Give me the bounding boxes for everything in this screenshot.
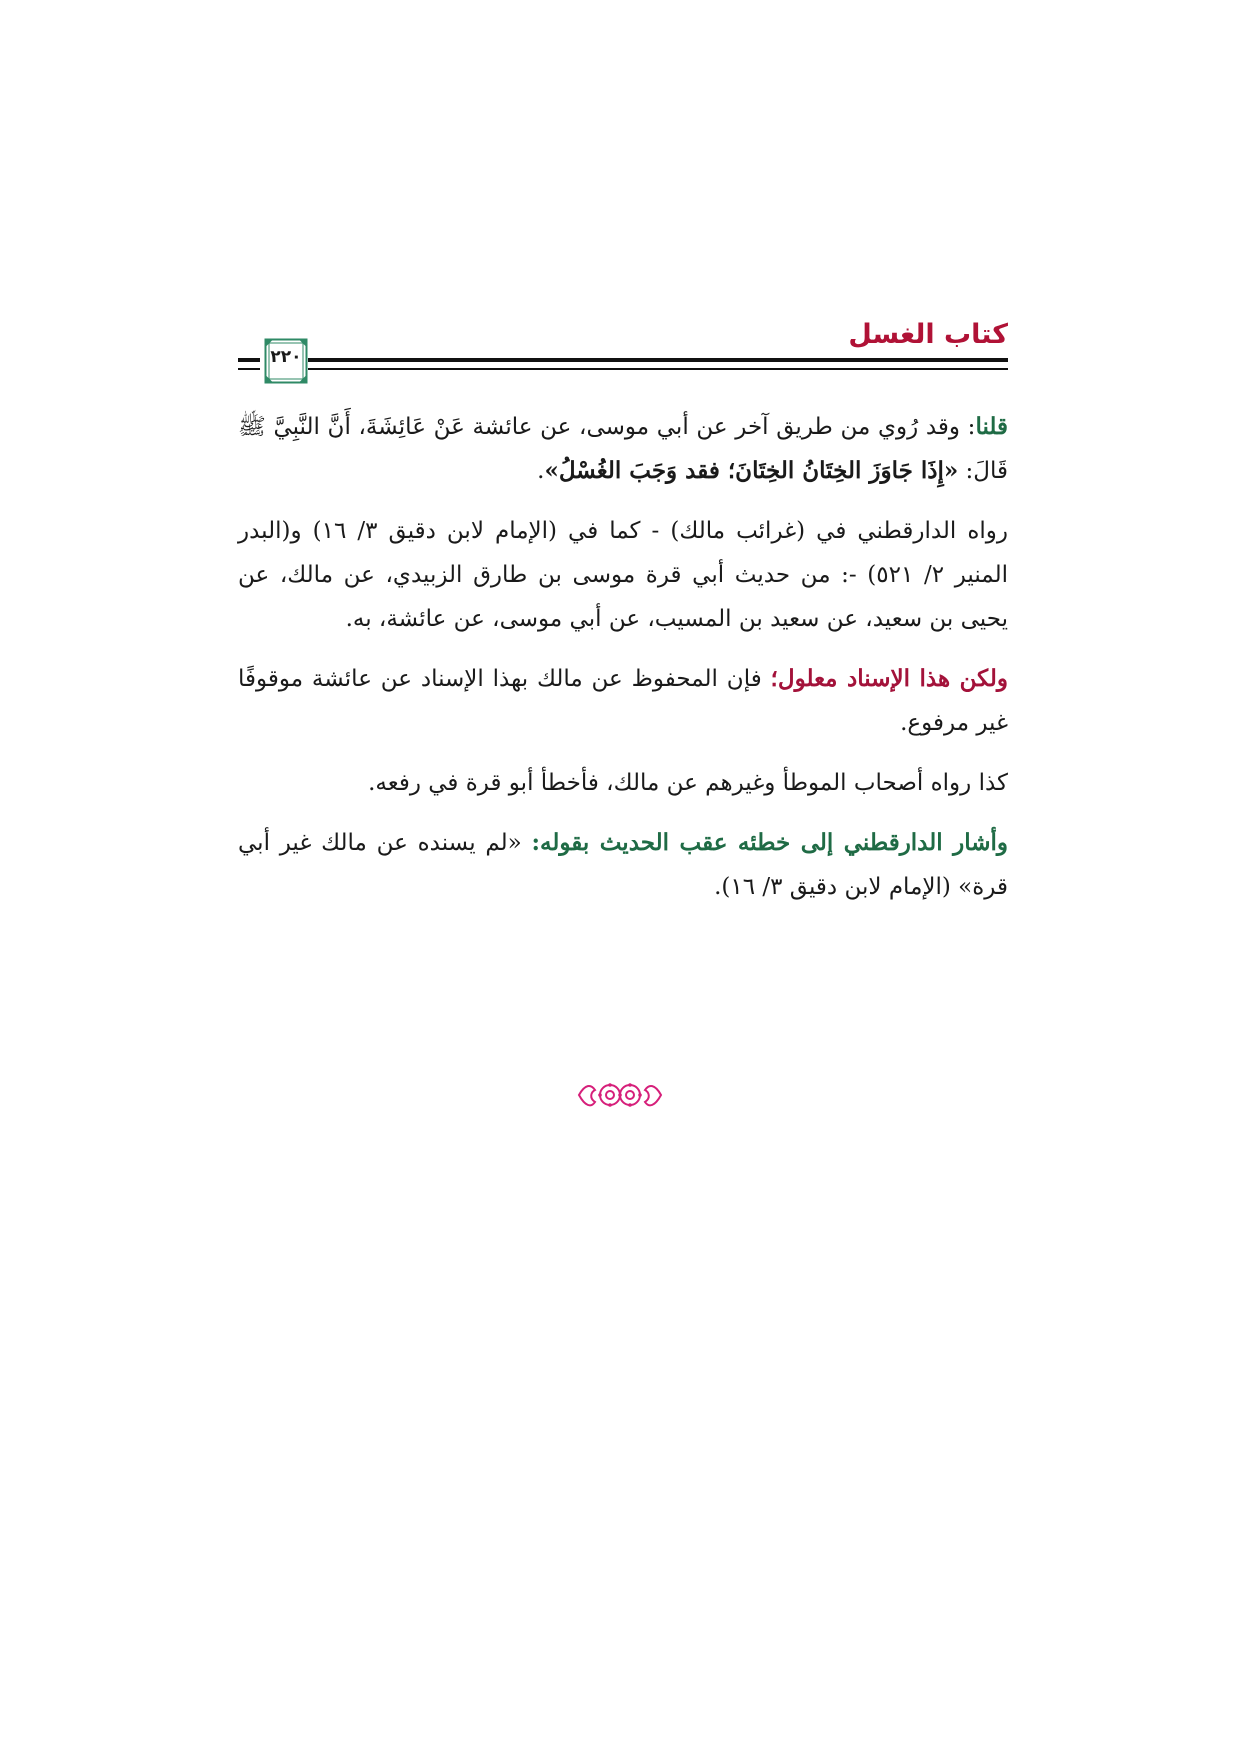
paragraph-text: «لم يسنده عن مالك غير أبي قرة» (الإمام لابن دقيق ٣/ ١٦).	[238, 830, 1008, 900]
paragraph-4	[238, 761, 1008, 805]
paragraph-lead: قلنا	[975, 413, 1008, 440]
header-rule-left-thick	[238, 358, 260, 362]
paragraph-text: : وقد رُوي من طريق آخر عن أبي موسى، عن عائشة عَنْ عَائِشَةَ، أَنَّ النَّبِيَّ ﷺ قَالَ:	[238, 414, 1008, 484]
paragraph-3	[238, 657, 1008, 745]
header-rule-left-thin	[238, 368, 260, 370]
floral-separator-icon	[575, 1078, 665, 1112]
page-number: ٢٢٠	[270, 347, 302, 367]
paragraph-text: فإن المحفوظ عن مالك بهذا الإسناد عن عائشة موقوفًا غير مرفوع.	[238, 666, 1008, 736]
paragraph-1	[238, 405, 1008, 493]
paragraph-text: .	[537, 458, 545, 484]
page-header	[238, 318, 1008, 386]
page-number-badge	[264, 338, 308, 384]
header-rule-thick	[308, 358, 1008, 362]
paragraph-2	[238, 509, 1008, 641]
paragraph-lead: ولكن هذا الإسناد معلول؛	[770, 665, 1009, 692]
page-body	[238, 405, 1008, 925]
paragraph-text: رواه الدارقطني في (غرائب مالك) - كما في (الإمام لابن دقيق ٣/ ١٦) و(البدر المنير ٢/ ٥٢١) -: من حديث أبي قرة موسى بن طارق الزبيدي، عن مالك، عن يحيى بن سعيد، عن سعيد بن المسيب، عن أبي موسى، عن عائشة، به.	[238, 518, 1008, 632]
hadith-quote: «إِذَا جَاوَزَ الخِتَانُ الخِتَانَ؛ فقد وَجَبَ الغُسْلُ»	[544, 457, 959, 484]
paragraph-lead: وأشار الدارقطني إلى خطئه عقب الحديث بقوله:	[531, 829, 1008, 856]
paragraph-5	[238, 821, 1008, 909]
chapter-title: كتاب الغسل	[848, 319, 1008, 350]
header-rule-thin	[308, 368, 1008, 370]
paragraph-text: كذا رواه أصحاب الموطأ وغيرهم عن مالك، فأخطأ أبو قرة في رفعه.	[368, 770, 1008, 796]
